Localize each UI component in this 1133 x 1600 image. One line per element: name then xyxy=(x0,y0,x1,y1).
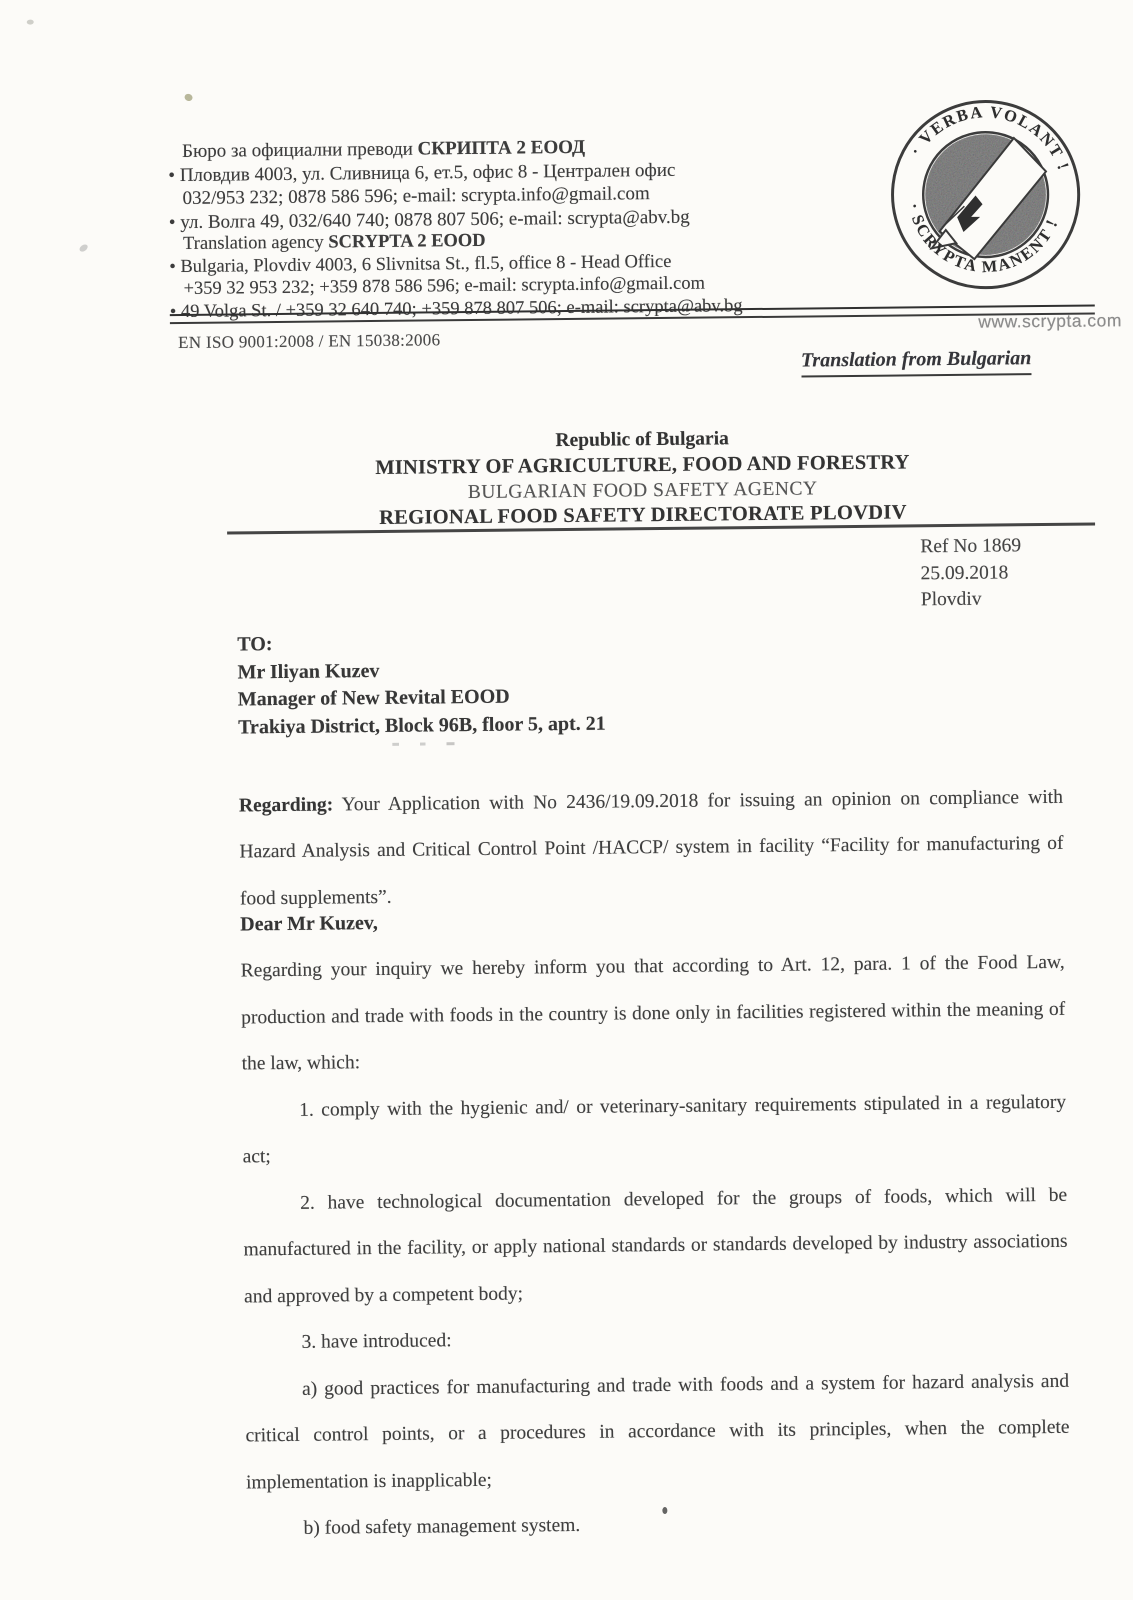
ref-date: 25.09.2018 xyxy=(920,561,1009,584)
website-url: www.scrypta.com xyxy=(978,310,1123,332)
stamp-motto-top: · VERBA VOLANT ! xyxy=(905,102,1074,174)
body-item-3b: b) food safety management system. xyxy=(303,1514,581,1539)
body-item-3: 3. have introduced: xyxy=(301,1330,452,1353)
recipient-to-label: TO: xyxy=(237,633,273,656)
scan-speck xyxy=(184,93,194,102)
ref-city: Plovdiv xyxy=(920,588,982,611)
scan-speck xyxy=(78,243,89,253)
iso-certification: EN ISO 9001:2008 / EN 15038:2006 xyxy=(178,330,441,353)
letter-body xyxy=(240,940,1070,1553)
body-item-3a: a) good practices for manufacturing and trade with foods and a system for hazard analysis and critical control points, or a procedures in accordance with its principles, when the complete implementation is inapplicable; xyxy=(245,1370,1070,1493)
agency-stamp-logo xyxy=(876,85,1095,304)
recipient-position: Manager of New Revital EOOD xyxy=(237,685,510,711)
letterhead-en-address: • Bulgaria, Plovdiv 4003, 6 Slivnitsa St., fl.5, office 8 - Head Office xyxy=(169,251,672,277)
translation-note: Translation from Bulgarian xyxy=(801,347,1032,377)
body-intro: Regarding your inquiry we hereby inform you that according to Art. 12, para. 1 of the Food Law, production and trade with foods in the country is done only in facilities registered within the meaning of the law, which: xyxy=(240,951,1066,1075)
salutation: Dear Mr Kuzev, xyxy=(240,912,378,936)
recipient-name: Mr Iliyan Kuzev xyxy=(237,659,380,683)
scan-dot xyxy=(662,1507,667,1514)
gov-ministry: MINISTRY OF AGRICULTURE, FOOD AND FORESTRY xyxy=(375,451,910,480)
recipient-address: Trakiya District, Block 96B, floor 5, apt. 21 xyxy=(238,712,606,738)
body-item-2: 2. have technological documentation developed for the groups of foods, which will be manufactured in the facility, or apply national standards or standards developed by industry associations and approved by a competent body; xyxy=(243,1184,1068,1307)
body-item-1: 1. comply with the hygienic and/ or veterinary-sanitary requirements stipulated in a regulatory act; xyxy=(242,1091,1067,1168)
stamp-motto-bottom: · SCRYPTA MANENT ! xyxy=(904,201,1062,277)
gov-directorate: REGIONAL FOOD SAFETY DIRECTORATE PLOVDIV xyxy=(379,501,907,529)
gov-country: Republic of Bulgaria xyxy=(555,428,729,452)
letterhead-bg-phones: 032/953 232; 0878 586 596; e-mail: scrypta.info@gmail.com xyxy=(182,183,650,210)
regarding-label: Regarding: xyxy=(238,793,334,816)
letterhead-en-branch: • 49 Volga St. / +359 32 640 740; +359 878 807 506; e-mail: scrypta@abv.bg xyxy=(169,295,743,322)
gov-agency: BULGARIAN FOOD SAFETY AGENCY xyxy=(467,478,818,504)
letterhead-bg-branch: • ул. Волга 49, 032/640 740; 0878 807 506; e-mail: scrypta@abv.bg xyxy=(168,206,690,233)
letterhead-en-agency-name: SCRYPTA 2 EOOD xyxy=(328,230,486,253)
reference-block xyxy=(920,533,1022,614)
letterhead-en-phones: +359 32 953 232; +359 878 586 596; e-mail: scrypta.info@gmail.com xyxy=(183,273,706,300)
stamp-seal-icon xyxy=(876,85,1095,304)
letterhead-bg-agency-name: СКРИПТА 2 ЕООД xyxy=(417,136,586,160)
ref-number: Ref No 1869 xyxy=(920,535,1022,558)
letterhead-bulgarian xyxy=(168,134,769,234)
letterhead-bg-agency-prefix: Бюро за официални преводи xyxy=(181,138,413,163)
letterhead-en-agency-prefix: Translation agency xyxy=(182,232,324,255)
regarding-text: Your Application with No 2436/19.09.2018 for issuing an opinion on compliance with Hazard Analysis and Critical Control Point /HACCP/ system in facility “Facility for manufacturing of food supplements”. xyxy=(239,786,1064,909)
scan-artifact xyxy=(392,742,458,746)
letterhead-bg-address: • Пловдив 4003, ул. Сливница 6, ет.5, офис 8 - Централен офис xyxy=(168,159,676,186)
scan-speck xyxy=(27,20,34,25)
regarding-paragraph xyxy=(239,774,1064,922)
recipient-block xyxy=(237,628,606,742)
government-header xyxy=(226,425,1059,532)
